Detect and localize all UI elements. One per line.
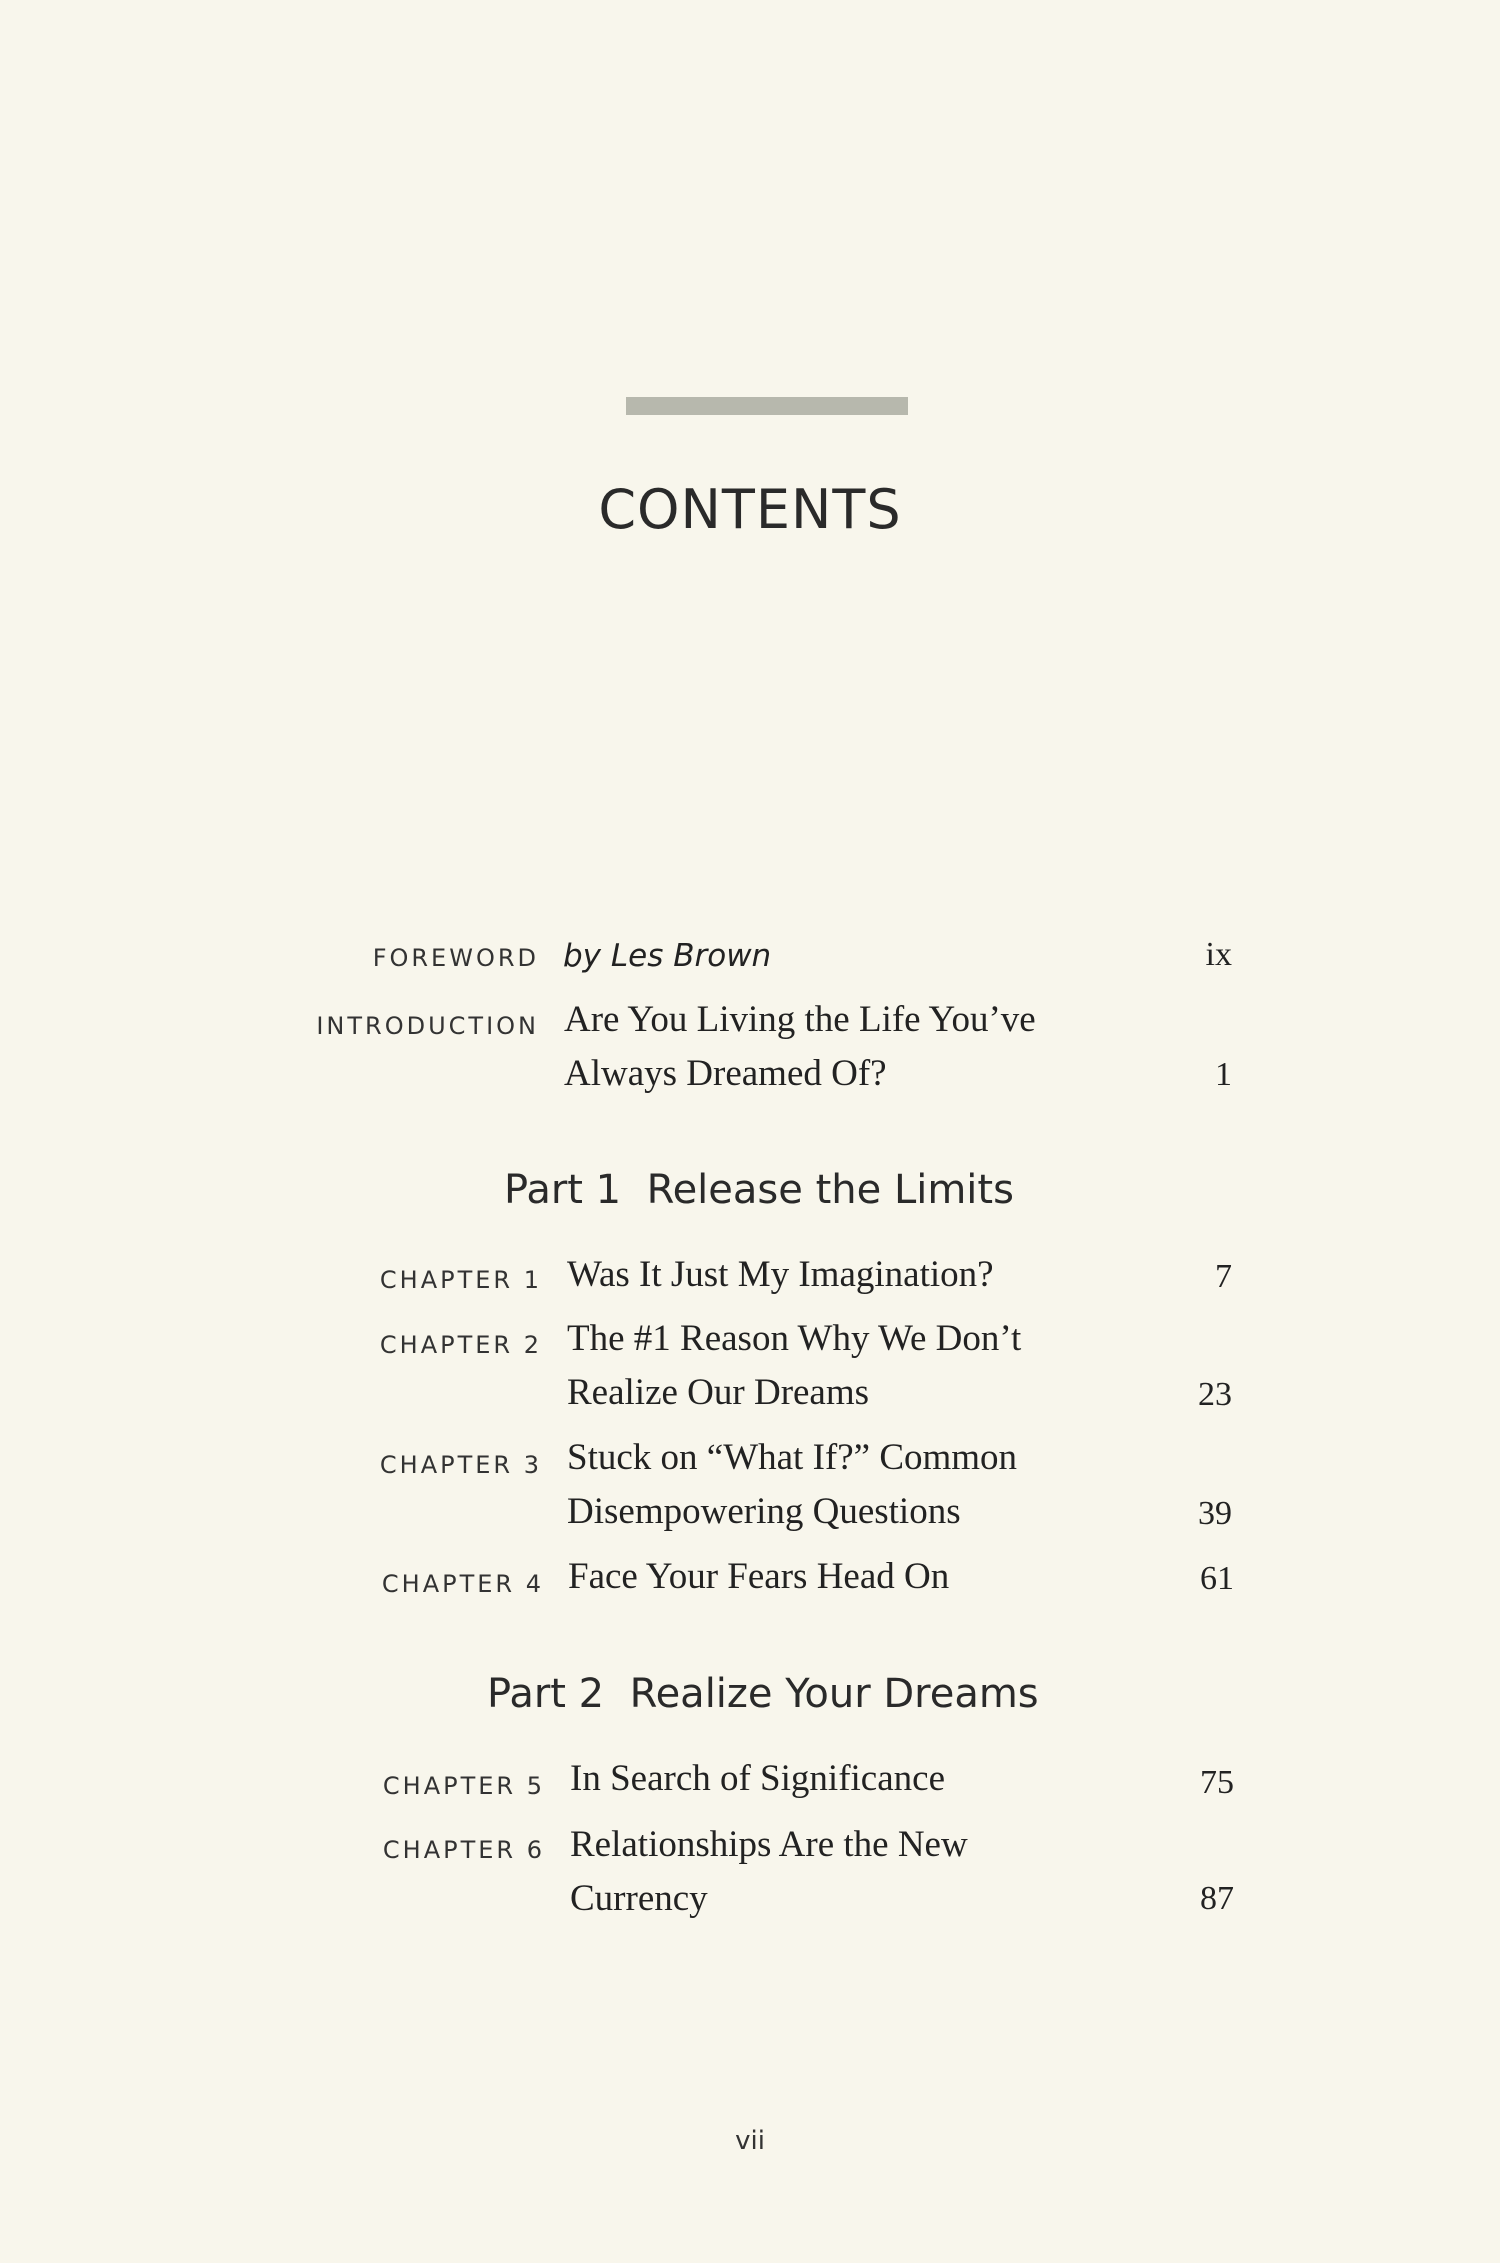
chapter-2-label: CHAPTER 2 [379, 1331, 542, 1359]
foreword-label: FOREWORD [372, 944, 539, 972]
introduction-title-line-1: Are You Living the Life You’ve [564, 999, 1036, 1040]
part-2-number: Part 2 [487, 1671, 605, 1717]
chapter-6-page: 87 [1200, 1880, 1234, 1917]
chapter-4-label: CHAPTER 4 [381, 1570, 544, 1598]
chapter-3-title-line-2: Disempowering Questions [567, 1491, 961, 1532]
introduction-label: INTRODUCTION [316, 1012, 539, 1040]
page-title: CONTENTS [598, 478, 902, 541]
chapter-6-title-line-1: Relationships Are the New [570, 1824, 968, 1865]
chapter-1-title: Was It Just My Imagination? [567, 1254, 994, 1295]
foreword-page: ix [1205, 936, 1232, 973]
chapter-6-title-line-2: Currency [570, 1878, 708, 1919]
part-2-title: Realize Your Dreams [629, 1671, 1039, 1717]
introduction-title-line-2: Always Dreamed Of? [564, 1053, 887, 1094]
foreword-title: by Les Brown [563, 938, 772, 974]
chapter-5-title: In Search of Significance [570, 1758, 945, 1799]
chapter-2-page: 23 [1198, 1376, 1232, 1413]
chapter-2-title-line-2: Realize Our Dreams [567, 1372, 870, 1413]
part-1-title: Release the Limits [646, 1167, 1014, 1213]
chapter-3-label: CHAPTER 3 [379, 1451, 542, 1479]
chapter-5-label: CHAPTER 5 [382, 1772, 545, 1800]
part-1-number: Part 1 [504, 1167, 622, 1213]
chapter-4-page: 61 [1200, 1560, 1234, 1597]
introduction-page: 1 [1215, 1056, 1232, 1093]
part-1-heading [504, 1167, 1014, 1213]
chapter-6-label: CHAPTER 6 [382, 1836, 545, 1864]
title-rule [626, 397, 908, 415]
part-2-heading [487, 1671, 1039, 1717]
chapter-3-page: 39 [1198, 1495, 1232, 1532]
chapter-4-title: Face Your Fears Head On [568, 1556, 950, 1597]
chapter-3-title-line-1: Stuck on “What If?” Common [567, 1437, 1018, 1478]
chapter-1-label: CHAPTER 1 [379, 1266, 542, 1294]
chapter-5-page: 75 [1200, 1764, 1234, 1801]
chapter-1-page: 7 [1215, 1258, 1232, 1295]
page-number: vii [735, 2126, 765, 2156]
chapter-2-title-line-1: The #1 Reason Why We Don’t [567, 1318, 1022, 1359]
